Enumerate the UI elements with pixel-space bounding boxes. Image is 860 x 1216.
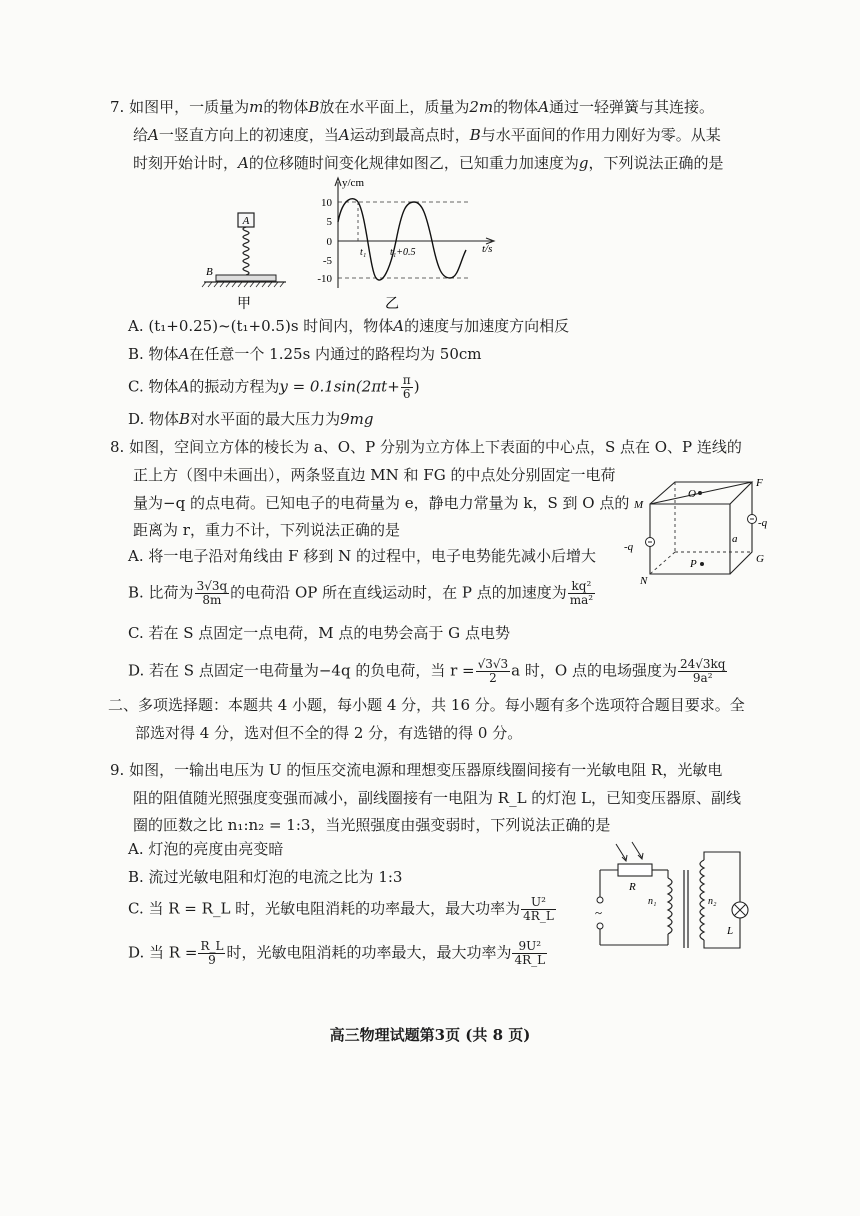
point-p <box>700 562 704 566</box>
q7-line-2 <box>133 124 721 146</box>
q9-line-2: 阻的阻值随光照强度变强而减小，副线圈接有一电阻为 R_L 的灯泡 L，已知变压器原、副线 <box>133 789 742 807</box>
numerator: U² <box>521 896 556 910</box>
q9-option-c[interactable] <box>128 896 557 923</box>
text: C. 当 R = R_L 时，光敏电阻消耗的功率最大，最大功率为 <box>128 899 521 918</box>
var-A: A <box>148 126 159 144</box>
denominator: 8m <box>202 593 222 607</box>
label-p: P <box>690 558 697 570</box>
var-2m: 2m <box>469 98 494 116</box>
text: 7. 如图甲，一质量为 <box>110 98 250 116</box>
label-n: N <box>640 575 648 587</box>
text: B. 比荷为 <box>128 583 194 602</box>
denominator: 9 <box>208 953 216 967</box>
text: 在任意一个 1.25s 内通过的路程均为 50cm <box>189 345 482 363</box>
q7-line-1 <box>110 96 714 118</box>
var-A: A <box>178 345 190 363</box>
tick-10: 10 <box>321 197 332 209</box>
secondary-coil <box>700 860 704 940</box>
terminal-top <box>597 897 603 903</box>
point-o <box>698 491 702 495</box>
denominator: 4R_L <box>523 909 554 923</box>
section-2-line-2: 部选对得 4 分，选对但不全的得 2 分，有选错的得 0 分。 <box>135 724 523 742</box>
numerator: kq² <box>568 580 595 594</box>
value: 9mg <box>340 410 374 428</box>
var-m: m <box>249 98 264 116</box>
fraction <box>195 580 230 607</box>
cube-figure <box>620 474 770 594</box>
q9-option-a[interactable]: A. 灯泡的亮度由亮变暗 <box>128 840 284 858</box>
circuit-figure <box>588 830 763 960</box>
text: 给 <box>133 126 149 144</box>
label-m: M <box>634 499 644 511</box>
var-A: A <box>393 317 405 335</box>
denominator: 2 <box>489 671 497 685</box>
label-n1: n₁ <box>648 896 657 907</box>
equation: y = 0.1sin(2πt+ <box>279 377 400 396</box>
text: 时，光敏电阻消耗的功率最大，最大功率为 <box>226 943 512 962</box>
text: 的物体 <box>493 98 539 116</box>
label-a: A <box>242 215 250 227</box>
wire-secondary-bottom <box>704 918 740 948</box>
fraction <box>512 940 547 967</box>
numerator: 3√3q <box>196 579 228 593</box>
text: 的振动方程为 <box>189 377 280 396</box>
label-n2: n₂ <box>708 896 717 907</box>
q8-line-1: 8. 如图，空间立方体的棱长为 a、O、P 分别为立方体上下表面的中心点，S 点在 O、P 连线的 <box>110 438 742 456</box>
fraction <box>476 658 511 685</box>
q8-option-a[interactable]: A. 将一电子沿对角线由 F 移到 N 的过程中，电子电势能先减小后增大 <box>128 547 596 565</box>
figure-jia <box>196 205 296 315</box>
var-A: A <box>538 98 550 116</box>
ac-symbol: ~ <box>595 905 603 920</box>
fraction <box>568 580 595 607</box>
text: ) <box>413 377 420 396</box>
tick-5: 5 <box>326 216 332 228</box>
spring <box>243 227 249 275</box>
numerator: π <box>402 373 411 387</box>
var-A: A <box>238 154 249 172</box>
cube-right-edges <box>730 482 752 574</box>
primary-coil <box>668 878 672 934</box>
q8-line-2: 正上方（图中未画出），两条竖直边 MN 和 FG 的中点处分别固定一电荷 <box>133 466 616 484</box>
text: 一竖直方向上的初速度，当 <box>158 126 339 144</box>
label-g: G <box>756 553 764 565</box>
text: D. 当 R = <box>128 943 198 962</box>
text: 运动到最高点时， <box>349 126 470 144</box>
light-ray-1 <box>616 844 626 860</box>
text: a 时，O 点的电场强度为 <box>511 661 677 680</box>
denominator: 6 <box>402 387 411 401</box>
text: 对水平面的最大压力为 <box>190 410 341 428</box>
fraction <box>521 896 556 923</box>
var-A: A <box>178 377 190 396</box>
text: 放在水平面上，质量为 <box>319 98 470 116</box>
q7-option-d[interactable] <box>128 408 373 430</box>
label-l: L <box>727 925 734 937</box>
q8-option-c[interactable]: C. 若在 S 点固定一点电荷，M 点的电势会高于 G 点电势 <box>128 624 510 642</box>
y-axis-label: y/cm <box>342 177 364 189</box>
photoresistor <box>618 864 652 876</box>
q7-option-a[interactable] <box>128 315 569 337</box>
caption-yi: 乙 <box>385 297 399 312</box>
numerator: √3√3 <box>477 657 509 671</box>
ground-hatch <box>202 282 284 287</box>
text: 的速度与加速度方向相反 <box>404 317 570 335</box>
text: 与水平面间的作用力刚好为零。从某 <box>480 126 721 144</box>
hidden-edge-depth <box>650 552 675 574</box>
text: ，下列说法正确的是 <box>588 154 724 172</box>
figure-yi <box>310 170 510 315</box>
caption-jia: 甲 <box>237 297 251 312</box>
label-o: O <box>688 488 696 500</box>
fraction <box>678 658 728 685</box>
numerator: 24√3kq <box>679 657 726 671</box>
q9-line-3: 圈的匝数之比 n₁:n₂ = 1:3，当光照强度由强变弱时，下列说法正确的是 <box>133 816 611 834</box>
q8-option-b[interactable] <box>128 580 596 607</box>
tick-neg5: -5 <box>322 255 332 267</box>
var-g: g <box>578 154 589 172</box>
text: 时刻开始计时， <box>133 154 239 172</box>
sine-curve <box>338 199 466 280</box>
light-ray-2 <box>632 842 642 858</box>
x-axis-label: t/s <box>482 243 493 255</box>
fraction <box>401 374 413 401</box>
page-footer: 高三物理试题第3页 (共 8 页) <box>329 1026 531 1044</box>
label-b: B <box>206 266 213 278</box>
var-B: B <box>308 98 320 116</box>
text: C. 物体 <box>128 377 179 396</box>
label-f: F <box>756 477 763 489</box>
q9-line-1: 9. 如图，一输出电压为 U 的恒压交流电源和理想变压器原线圈间接有一光敏电阻 R，光敏电 <box>110 761 723 779</box>
fraction <box>198 940 225 967</box>
tick-neg10: -10 <box>317 273 332 285</box>
q9-option-d[interactable] <box>128 940 548 967</box>
denominator: ma² <box>569 593 594 607</box>
section-2-line-1: 二、多项选择题：本题共 4 小题，每小题 4 分，共 16 分。每小题有多个选项符合题目要求。全 <box>108 696 745 714</box>
var-B: B <box>469 126 481 144</box>
label-t1: t₁ <box>360 247 367 258</box>
numerator: R_L <box>200 939 224 953</box>
text: 的位移随时间变化规律如图乙，已知重力加速度为 <box>248 154 579 172</box>
q8-line-4: 距离为 r，重力不计，下列说法正确的是 <box>133 521 400 539</box>
label-q-right: -q <box>758 517 768 529</box>
denominator: 9a² <box>692 671 713 685</box>
text: B. 物体 <box>128 345 179 363</box>
denominator: 4R_L <box>514 953 546 967</box>
text: D. 若在 S 点固定一电荷量为−4q 的负电荷，当 r = <box>128 661 475 680</box>
wire-secondary-top <box>704 852 740 902</box>
q9-option-b[interactable]: B. 流过光敏电阻和灯泡的电流之比为 1:3 <box>128 868 403 886</box>
block-b <box>216 275 276 281</box>
label-q-left: -q <box>624 541 634 553</box>
terminal-bottom <box>597 923 603 929</box>
q7-option-b[interactable] <box>128 343 482 365</box>
q8-line-3: 量为−q 的点电荷。已知电子的电荷量为 e，静电力常量为 k，S 到 O 点的 <box>133 494 630 512</box>
var-A: A <box>338 126 350 144</box>
q8-option-d[interactable] <box>128 658 728 685</box>
tick-0: 0 <box>326 236 332 248</box>
text: 通过一轻弹簧与其连接。 <box>549 98 715 116</box>
var-B: B <box>179 410 191 428</box>
text: D. 物体 <box>128 410 180 428</box>
text: A. (t₁+0.25)~(t₁+0.5)s 时间内，物体 <box>128 317 394 335</box>
numerator: 9U² <box>512 940 547 954</box>
text: 的电荷沿 OP 所在直线运动时，在 P 点的加速度为 <box>230 583 567 602</box>
text: 的物体 <box>263 98 309 116</box>
label-t1-plus: t₁+0.5 <box>390 247 416 258</box>
label-a: a <box>732 533 738 545</box>
label-r: R <box>629 881 636 893</box>
q7-option-c[interactable] <box>128 374 420 401</box>
